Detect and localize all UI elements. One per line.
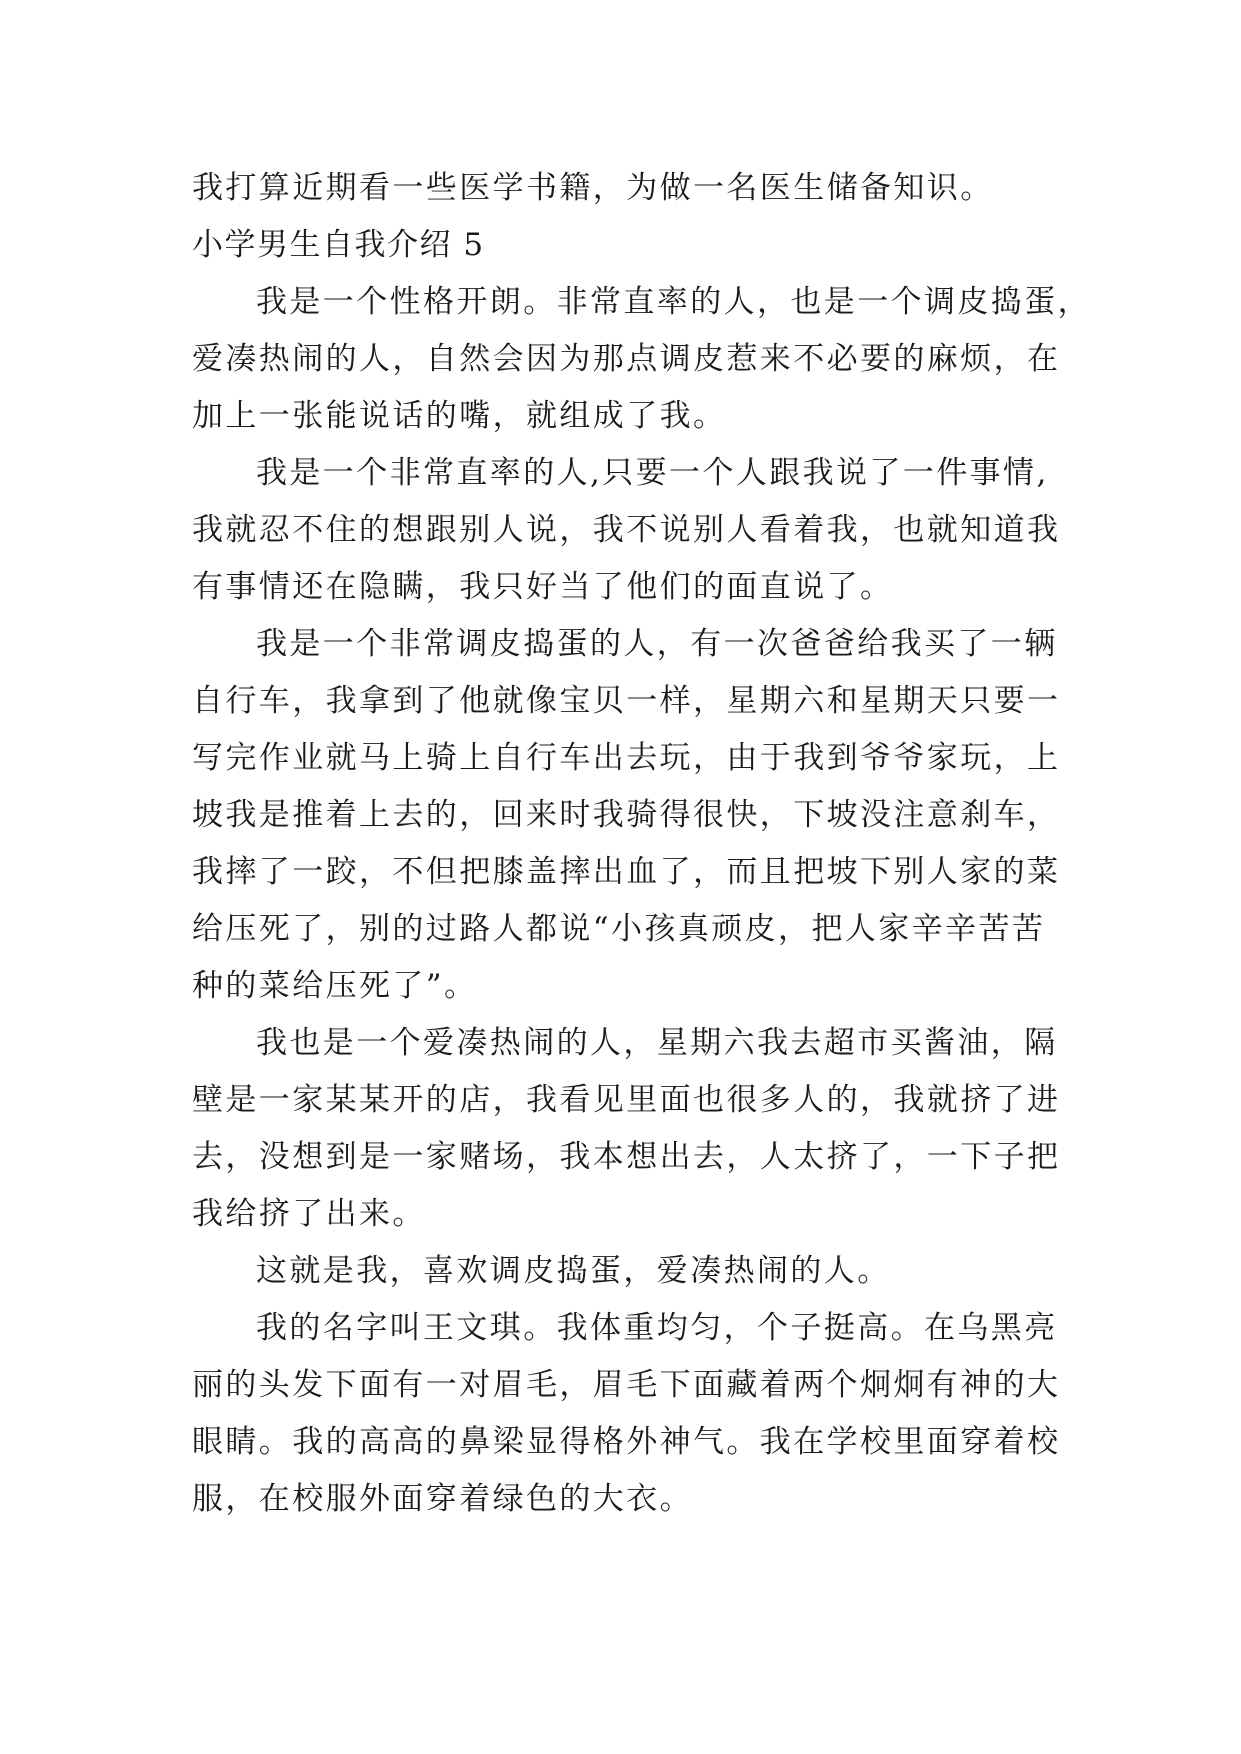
text-line: 服，在校服外面穿着绿色的大衣。 (192, 1481, 693, 1517)
section-heading: 小学男生自我介绍 5 (192, 227, 485, 263)
text-line: 我打算近期看一些医学书籍，为做一名医生储备知识。 (192, 170, 994, 206)
paragraph-first-line: 我的名字叫王文琪。我体重均匀，个子挺高。在乌黑亮 (256, 1310, 1058, 1346)
text-line: 丽的头发下面有一对眉毛，眉毛下面藏着两个炯炯有神的大 (192, 1367, 1061, 1403)
text-line: 眼睛。我的高高的鼻梁显得格外神气。我在学校里面穿着校 (192, 1424, 1061, 1460)
paragraph-first-line: 我是一个性格开朗。非常直率的人，也是一个调皮捣蛋， (256, 284, 1091, 320)
text-line: 爱凑热闹的人，自然会因为那点调皮惹来不必要的麻烦，在 (192, 341, 1061, 377)
text-line: 我给挤了出来。 (192, 1196, 426, 1232)
text-line: 坡我是推着上去的，回来时我骑得很快，下坡没注意刹车， (192, 797, 1061, 833)
text-line: 加上一张能说话的嘴，就组成了我。 (192, 398, 727, 434)
text-line: 自行车，我拿到了他就像宝贝一样，星期六和星期天只要一 (192, 683, 1061, 719)
paragraph-first-line: 这就是我，喜欢调皮捣蛋，爱凑热闹的人。 (256, 1253, 891, 1289)
text-line: 给压死了，别的过路人都说“小孩真顽皮，把人家辛辛苦苦 (192, 911, 1046, 947)
paragraph-first-line: 我也是一个爱凑热闹的人，星期六我去超市买酱油，隔 (256, 1025, 1058, 1061)
text-line: 壁是一家某某开的店，我看见里面也很多人的，我就挤了进 (192, 1082, 1061, 1118)
text-line: 写完作业就马上骑上自行车出去玩，由于我到爷爷家玩，上 (192, 740, 1061, 776)
paragraph-first-line: 我是一个非常直率的人,只要一个人跟我说了一件事情, (256, 455, 1049, 491)
document-body (192, 160, 1091, 1528)
text-line: 我摔了一跤，不但把膝盖摔出血了，而且把坡下别人家的菜 (192, 854, 1061, 890)
text-line: 种的菜给压死了”。 (192, 968, 478, 1004)
text-line: 有事情还在隐瞒，我只好当了他们的面直说了。 (192, 569, 894, 605)
text-line: 我就忍不住的想跟别人说，我不说别人看着我，也就知道我 (192, 512, 1061, 548)
paragraph-first-line: 我是一个非常调皮捣蛋的人，有一次爸爸给我买了一辆 (256, 626, 1058, 662)
text-line: 去，没想到是一家赌场，我本想出去，人太挤了，一下子把 (192, 1139, 1061, 1175)
